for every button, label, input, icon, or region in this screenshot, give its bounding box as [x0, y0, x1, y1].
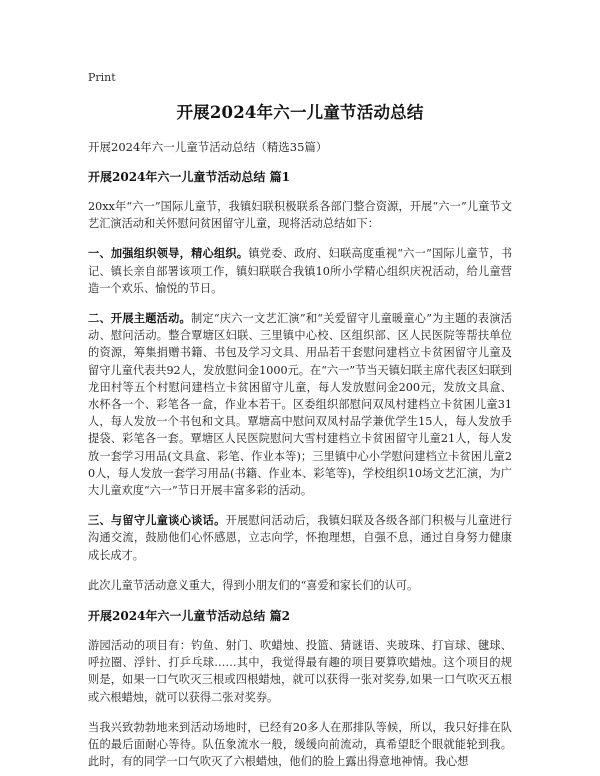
paragraph-lead: 二、开展主题活动。 [88, 311, 191, 326]
paragraph-point-3 [88, 512, 512, 564]
print-link[interactable]: Print [88, 71, 116, 84]
paragraph-text: 此次儿童节活动意义重大，得到小朋友们的“喜爱和家长们的认可。 [88, 578, 419, 592]
paragraph-point-2 [88, 310, 512, 499]
page-subtitle: 开展2024年六一儿童节活动总结（精选35篇） [88, 140, 328, 154]
paragraph-text: 20xx年“六一”国际儿童节，我镇妇联积极联系各部门整合资源，开展“六一”儿童节文艺汇演活动和关怀慰问贫困留守儿童，现将活动总结如下： [88, 200, 512, 231]
paragraph-text: 开展慰问活动后，我镇妇联及各级各部门积极与儿童进行沟通交流，鼓励他们心怀感恩，立志向学，怀抱理想，自强不息，通过自身努力健康成长成才。 [88, 514, 512, 562]
page-title: 开展2024年六一儿童节活动总结 [176, 103, 424, 122]
paragraph-lead: 三、与留守儿童谈心谈话。 [88, 513, 226, 528]
paragraph-lead: 一、加强组织领导，精心组织。 [88, 246, 249, 261]
paragraph-intro [88, 198, 512, 232]
paragraph-conclusion [88, 577, 512, 594]
paragraph-text: 当我兴致勃勃地来到活动场地时，已经有20多人在那排队等候，所以，我只好排在队伍的最后面耐心等待。队伍象流水一般，缓缓向前流动，真希望眨个眼就能轮到我。此时，有的同学一口气吹灭了六根蜡烛，他们的脸上露出得意地神情。我心想 [88, 720, 512, 769]
paragraph-queue [88, 719, 512, 769]
paragraph-point-1 [88, 245, 512, 297]
section-heading-2: 开展2024年六一儿童节活动总结 篇2 [88, 609, 290, 624]
section-heading-1: 开展2024年六一儿童节活动总结 篇1 [88, 170, 290, 184]
paragraph-games [88, 637, 512, 706]
paragraph-text: 镇党委、政府、妇联高度重视“六一”国际儿童节，书记、镇长亲自部署该项工作，镇妇联联合我镇10所小学精心组织庆祝活动，给儿童营造一个欢乐、愉悦的节日。 [88, 247, 512, 295]
paragraph-text: 游园活动的项目有：钓鱼、射门、吹蜡烛、投篮、猜谜语、夹玻珠、打盲球、毽球、呼拉圈、浮针、打乒乓球……其中，我觉得最有趣的项目要算吹蜡烛。这个项目的规则是，如果一口气吹灭三根或四根蜡烛，就可以获得一张对奖券,如果一口气吹灭五根或六根蜡烛，就可以获得二张对奖券。 [88, 639, 512, 704]
paragraph-text: 制定“庆六一文艺汇演”和“关爱留守儿童暖童心”为主题的表演活动、慰问活动。整合覃塘区妇联、三里镇中心校、区组织部、区人民医院等帮扶单位的资源，筹集捐赠书籍、书包及学习文具、用品若干套慰问建档立卡贫困留守儿童及留守儿童代表共92人，发放慰问金1000元。在“六一”节当天镇妇联主席代表区妇联到龙田村等五个村慰问建档立卡贫困留守儿童，每人发放慰问金200元，发放文具盒、水杯各一个、彩笔各一盒，作业本若干。区委组织部慰问双凤村建档立卡贫困儿童31人，每人发放一个书包和文具。覃塘高中慰问双凤村品学兼优学生15人，每人发放手提袋、彩笔各一套。覃塘区人民医院慰问大雪村建档立卡贫困留守儿童21人，每人发放一套学习用品(文具盒、彩笔、作业本等)；三里镇中心小学慰问建档立卡贫困儿童20人，每人发放一套学习用品(书籍、作业本、彩笔等)，学校组织10场文艺汇演，为广大儿童欢度“六一”节日开展丰富多彩的活动。 [88, 312, 512, 498]
